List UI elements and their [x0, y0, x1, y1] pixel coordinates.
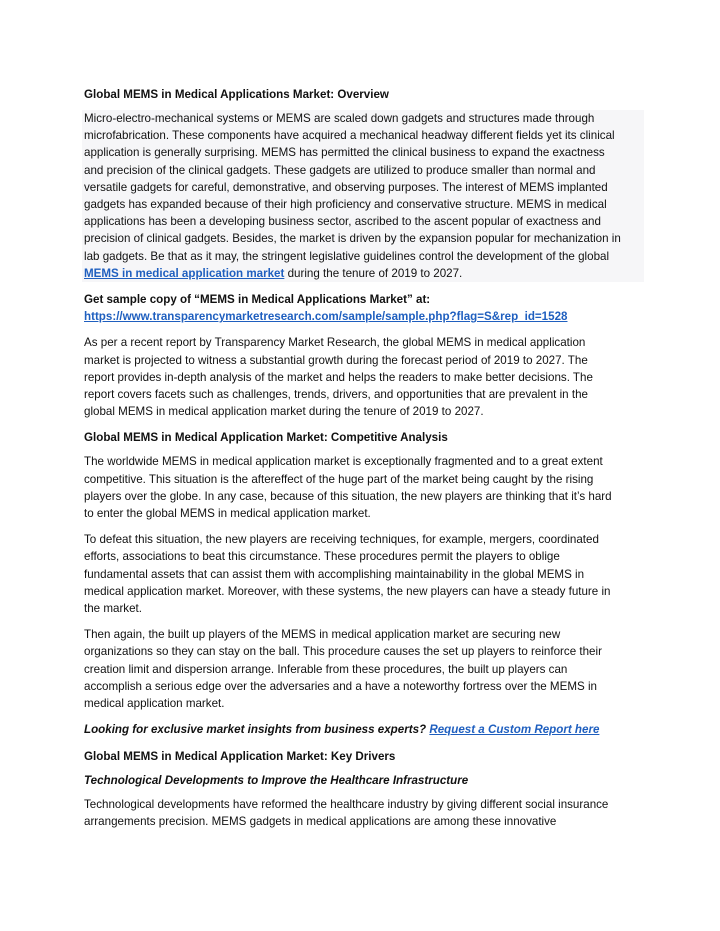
competitive-line: to enter the global MEMS in medical application market.: [84, 507, 371, 521]
report-line: report provides in-depth analysis of the market and helps the readers to make better decisions. The: [84, 370, 593, 384]
overview-tail-text: during the tenure of 2019 to 2027.: [284, 266, 463, 280]
competitive-paragraph-2: [84, 531, 636, 617]
competitive-line: To defeat this situation, the new players are receiving techniques, for example, mergers, coordinated: [84, 533, 599, 547]
competitive-line: The worldwide MEMS in medical application market is exceptionally fragmented and to a great extent: [84, 455, 603, 469]
competitive-line: Then again, the built up players of the MEMS in medical application market are securing new: [84, 628, 561, 642]
competitive-paragraph-3: [84, 626, 636, 712]
overview-line: and precision of the clinical gadgets. These gadgets are utilized to produce smaller than normal and: [84, 163, 596, 177]
overview-line: gadgets has expanded because of their high proficiency and conservative structure. MEMS in medical: [84, 198, 607, 212]
report-paragraph: [84, 334, 636, 420]
report-line: market is projected to witness a substantial growth during the forecast period of 2019 to 2027. The: [84, 353, 588, 367]
competitive-paragraph-1: [84, 453, 636, 522]
overview-line: versatile gadgets for careful, demonstrative, and observing purposes. The interest of MEMS implanted: [84, 180, 608, 194]
sample-url-link[interactable]: https://www.transparencymarketresearch.com/sample/sample.php?flag=S&rep_id=1528: [84, 310, 568, 324]
overview-line: applications has been a developing business sector, ascribed to the ascent popular of exactness and: [84, 215, 601, 229]
insights-text: Looking for exclusive market insights from business experts?: [84, 723, 430, 737]
report-line: global MEMS in medical application market during the tenure of 2019 to 2027.: [84, 405, 484, 419]
competitive-line: accomplish a serious edge over the adversaries and a have a noteworthy fortress over the MEMS in: [84, 679, 597, 693]
competitive-line: players over the globe. In any case, because of this situation, the new players are thinking that it’s hard: [84, 489, 612, 503]
overview-heading: Global MEMS in Medical Applications Market: Overview: [84, 88, 389, 101]
overview-line: precision of clinical gadgets. Besides, the market is driven by the expansion popular for mechanization in: [84, 232, 621, 246]
custom-report-link[interactable]: Request a Custom Report here: [429, 723, 600, 737]
competitive-line: medical application market.: [84, 697, 225, 711]
competitive-line: competitive. This situation is the aftereffect of the huge part of the market being caught by the rising: [84, 472, 594, 486]
competitive-line: fundamental assets that can assist them with accomplishing maintainability in the global MEMS in: [84, 567, 585, 581]
competitive-heading: Global MEMS in Medical Application Market: Competitive Analysis: [84, 431, 448, 445]
overview-last-line: [84, 265, 636, 282]
overview-line: Micro-electro-mechanical systems or MEMS are scaled down gadgets and structures made through: [84, 112, 595, 125]
sample-block: [84, 291, 636, 325]
overview-line: microfabrication. These components have acquired a mechanical headway different fields yet its clinical: [84, 129, 615, 143]
competitive-line: efforts, associations to beat this circumstance. These procedures permit the players to oblige: [84, 550, 560, 564]
insights-line: [84, 721, 636, 738]
overview-line: application is generally surprising. MEMS has permitted the clinical business to expand the exactness: [84, 146, 605, 160]
sample-label: Get sample copy of “MEMS in Medical Applications Market” at:: [84, 293, 431, 307]
competitive-line: the market.: [84, 602, 142, 616]
competitive-line: creation limit and dispersion arrange. Inferable from these procedures, the built up players can: [84, 662, 568, 676]
drivers-line: Technological developments have reformed the healthcare industry by giving different social insurance: [84, 797, 609, 811]
overview-paragraph: [82, 110, 644, 282]
market-link[interactable]: MEMS in medical application market: [84, 266, 285, 280]
competitive-line: medical application market. Moreover, with these systems, the new players can have a steady future in: [84, 584, 611, 598]
drivers-paragraph: [84, 796, 636, 830]
drivers-heading: Global MEMS in Medical Application Market: Key Drivers: [84, 749, 396, 763]
overview-line: lab gadgets. Be that as it may, the stringent legislative guidelines control the development of the global: [84, 249, 610, 263]
report-line: As per a recent report by Transparency Market Research, the global MEMS in medical application: [84, 336, 586, 350]
drivers-line: arrangements precision. MEMS gadgets in medical applications are among these innovative: [84, 814, 557, 828]
drivers-subheading: Technological Developments to Improve the Healthcare Infrastructure: [84, 773, 469, 787]
competitive-line: organizations so they can stay on the ball. This procedure causes the set up players to reinforce their: [84, 645, 602, 659]
report-line: report covers facets such as challenges, trends, drivers, and opportunities that are prevalent in the: [84, 388, 588, 402]
